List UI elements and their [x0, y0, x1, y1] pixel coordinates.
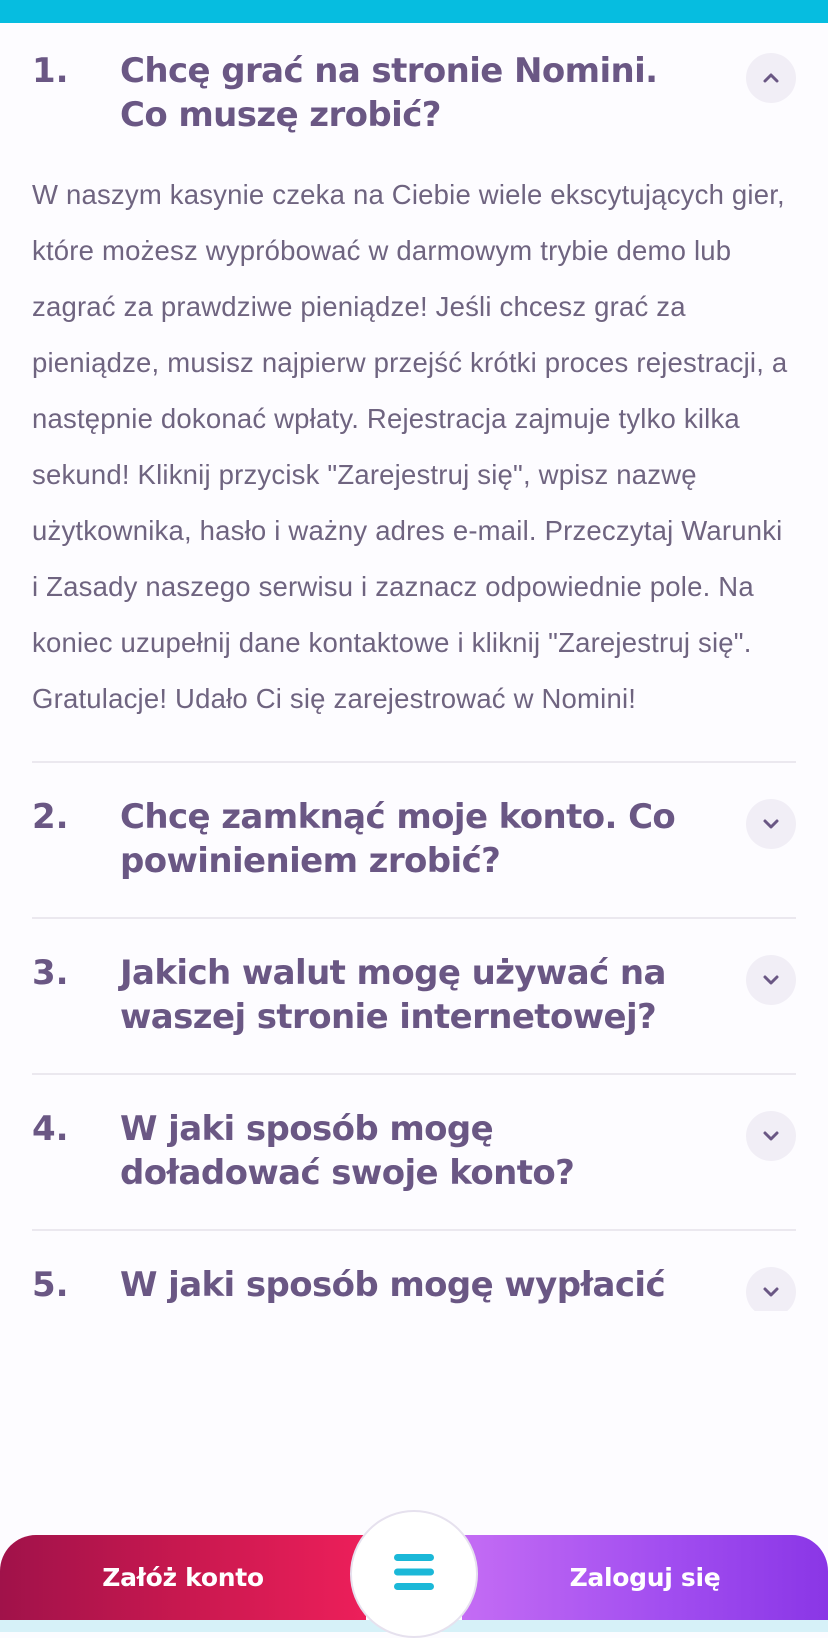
bottom-action-bar — [0, 1535, 828, 1632]
faq-number: 2. — [32, 797, 69, 837]
hamburger-icon — [392, 1552, 436, 1596]
faq-question: Chcę zamknąć moje konto. Co powinieniem zrobić? — [120, 797, 676, 881]
login-button[interactable]: Zaloguj się — [462, 1535, 828, 1620]
faq-number: 3. — [32, 953, 69, 993]
faq-question: W jaki sposób mogę doładować swoje konto? — [120, 1109, 575, 1193]
faq-item-3 — [32, 919, 796, 1075]
register-button[interactable]: Załóż konto — [0, 1535, 366, 1620]
faq-item-5 — [32, 1231, 796, 1311]
menu-button[interactable] — [350, 1510, 478, 1638]
chevron-down-icon[interactable] — [746, 799, 796, 849]
chevron-down-icon[interactable] — [746, 1267, 796, 1311]
faq-number: 4. — [32, 1109, 69, 1149]
chevron-up-icon[interactable] — [746, 53, 796, 103]
faq-number: 1. — [32, 51, 69, 91]
faq-question: W jaki sposób mogę wypłacić — [120, 1265, 665, 1305]
faq-number: 5. — [32, 1265, 69, 1305]
top-accent-bar — [0, 0, 828, 23]
faq-list — [0, 23, 828, 1418]
faq-question: Jakich walut mogę używać na waszej stronie internetowej? — [120, 953, 666, 1037]
faq-question-header-5[interactable] — [32, 1263, 796, 1307]
faq-answer: W naszym kasynie czeka na Ciebie wiele ekscytujących gier, które możesz wypróbować w darmowym trybie demo lub zagrać za prawdziwe pieniądze! Jeśli chcesz grać za pieniądze, musisz najpierw przejść krótki proces rejestracji, a następnie dokonać wpłaty. Rejestracja zajmuje tylko kilka sekund! Kliknij przycisk "Zarejestruj się", wpisz nazwę użytkownika, hasło i ważny adres e-mail. Przeczytaj Warunki i Zasady naszego serwisu i zaznacz odpowiednie pole. Na koniec uzupełnij dane kontaktowe i kliknij "Zarejestruj się". Gratulacje! Udało Ci się zarejestrować w Nomini! — [32, 179, 788, 714]
chevron-down-icon[interactable] — [746, 1111, 796, 1161]
faq-question-header-3[interactable] — [32, 951, 796, 1039]
chevron-down-icon[interactable] — [746, 955, 796, 1005]
faq-question: Chcę grać na stronie Nomini. Co muszę zrobić? — [120, 51, 658, 135]
faq-item-1 — [32, 23, 796, 763]
faq-question-header-4[interactable] — [32, 1107, 796, 1195]
faq-item-2 — [32, 763, 796, 919]
faq-question-header-1[interactable] — [32, 49, 796, 137]
faq-item-4 — [32, 1075, 796, 1231]
faq-question-header-2[interactable] — [32, 795, 796, 883]
